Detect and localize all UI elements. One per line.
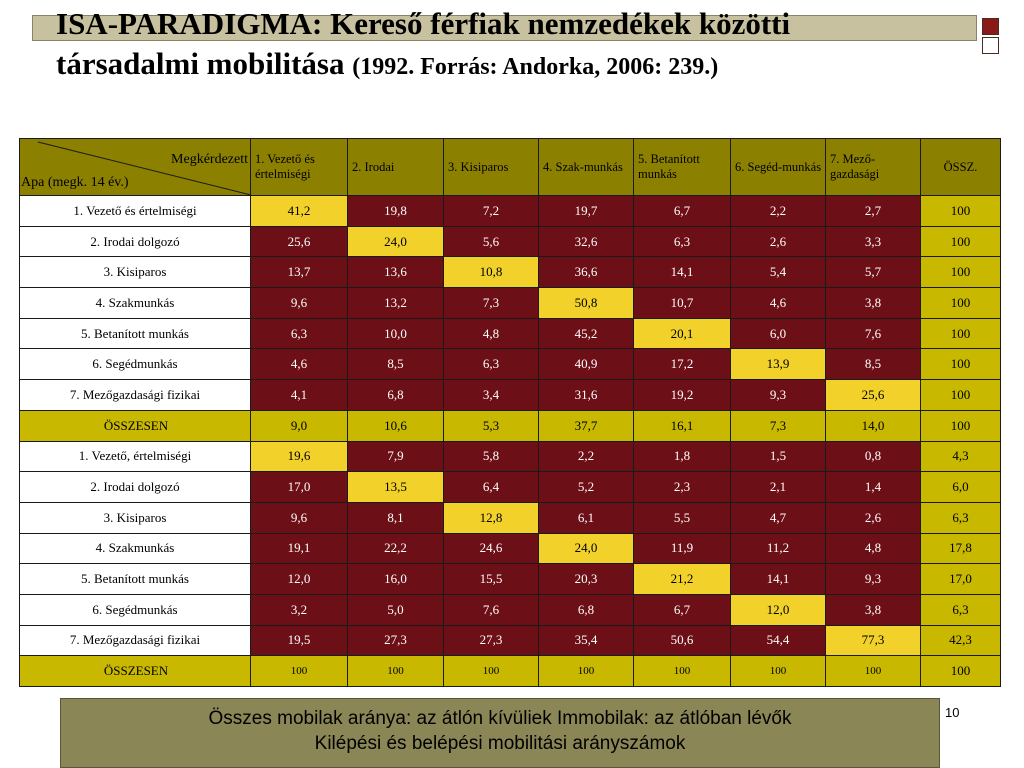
table-cell: 6,3 xyxy=(444,349,539,380)
diagonal-cell: 20,1 xyxy=(634,318,731,349)
table-cell: 2,6 xyxy=(826,502,921,533)
row-label: 4. Szakmunkás xyxy=(20,288,251,319)
table-cell: 7,3 xyxy=(444,288,539,319)
table-cell: 100 xyxy=(251,656,348,687)
table-cell: 7,3 xyxy=(731,410,826,441)
table-cell: 27,3 xyxy=(348,625,444,656)
row-label: ÖSSZESEN xyxy=(20,410,251,441)
row-label: 1. Vezető és értelmiségi xyxy=(20,196,251,227)
table-cell: 9,3 xyxy=(731,380,826,411)
total-cell: 17,8 xyxy=(921,533,1001,564)
table-cell: 13,2 xyxy=(348,288,444,319)
table-cell: 36,6 xyxy=(539,257,634,288)
table-cell: 19,2 xyxy=(634,380,731,411)
table-cell: 5,0 xyxy=(348,594,444,625)
table-cell: 100 xyxy=(731,656,826,687)
diagonal-cell: 41,2 xyxy=(251,196,348,227)
total-cell: 100 xyxy=(921,196,1001,227)
table-row xyxy=(20,502,1001,533)
diagonal-cell: 24,0 xyxy=(539,533,634,564)
row-label: 7. Mezőgazdasági fizikai xyxy=(20,625,251,656)
table-cell: 4,8 xyxy=(444,318,539,349)
table-cell: 19,1 xyxy=(251,533,348,564)
table-row xyxy=(20,257,1001,288)
caption xyxy=(61,706,939,756)
table-cell: 3,3 xyxy=(826,226,921,257)
table-cell: 5,4 xyxy=(731,257,826,288)
table-row xyxy=(20,472,1001,503)
table-cell: 27,3 xyxy=(444,625,539,656)
table-cell: 4,6 xyxy=(251,349,348,380)
table-cell: 9,0 xyxy=(251,410,348,441)
column-header: 5. Betanított munkás xyxy=(634,139,731,196)
total-cell: 100 xyxy=(921,318,1001,349)
table-cell: 6,7 xyxy=(634,594,731,625)
summary-row xyxy=(20,410,1001,441)
table-cell: 6,8 xyxy=(348,380,444,411)
table-cell: 7,6 xyxy=(826,318,921,349)
table-cell: 9,3 xyxy=(826,564,921,595)
total-cell: 100 xyxy=(921,349,1001,380)
table-cell: 37,7 xyxy=(539,410,634,441)
table-cell: 35,4 xyxy=(539,625,634,656)
row-label: 2. Irodai dolgozó xyxy=(20,472,251,503)
table-cell: 13,6 xyxy=(348,257,444,288)
decorative-square-white xyxy=(982,37,999,54)
table-cell: 10,0 xyxy=(348,318,444,349)
diagonal-cell: 50,8 xyxy=(539,288,634,319)
corner-label-respondent: Megkérdezett xyxy=(171,152,248,167)
diagonal-cell: 25,6 xyxy=(826,380,921,411)
table-cell: 4,6 xyxy=(731,288,826,319)
table-row xyxy=(20,226,1001,257)
total-cell: 100 xyxy=(921,410,1001,441)
decorative-square-red xyxy=(982,18,999,35)
title-line-2 xyxy=(56,44,966,87)
row-label: 3. Kisiparos xyxy=(20,502,251,533)
table-cell: 100 xyxy=(634,656,731,687)
row-label: 1. Vezető, értelmiségi xyxy=(20,441,251,472)
table-cell: 3,8 xyxy=(826,594,921,625)
table-cell: 15,5 xyxy=(444,564,539,595)
table-cell: 7,2 xyxy=(444,196,539,227)
table-cell: 7,6 xyxy=(444,594,539,625)
table-cell: 25,6 xyxy=(251,226,348,257)
caption-line-2: Kilépési és belépési mobilitási arányszámok xyxy=(314,733,686,754)
column-header: 7. Mező-gazdasági xyxy=(826,139,921,196)
table-cell: 8,5 xyxy=(826,349,921,380)
title-line-1: ISA-PARADIGMA: Kereső férfiak nemzedékek közötti xyxy=(56,6,791,41)
table-row xyxy=(20,196,1001,227)
diagonal-cell: 12,0 xyxy=(731,594,826,625)
row-label: 2. Irodai dolgozó xyxy=(20,226,251,257)
total-cell: 17,0 xyxy=(921,564,1001,595)
table-cell: 2,2 xyxy=(731,196,826,227)
column-header: 1. Vezető és értelmiségi xyxy=(251,139,348,196)
table-row xyxy=(20,380,1001,411)
table-cell: 4,1 xyxy=(251,380,348,411)
table-cell: 32,6 xyxy=(539,226,634,257)
table-cell: 5,7 xyxy=(826,257,921,288)
column-header-total: ÖSSZ. xyxy=(921,139,1001,196)
table-cell: 19,5 xyxy=(251,625,348,656)
total-cell: 6,0 xyxy=(921,472,1001,503)
total-cell: 6,3 xyxy=(921,594,1001,625)
column-header: 6. Segéd-munkás xyxy=(731,139,826,196)
table-cell: 8,5 xyxy=(348,349,444,380)
row-label: 5. Betanított munkás xyxy=(20,564,251,595)
caption-line-1: Összes mobilak aránya: az átlón kívüliek Immobilak: az átlóban lévők xyxy=(208,708,792,729)
diagonal-cell: 10,8 xyxy=(444,257,539,288)
table-cell: 17,0 xyxy=(251,472,348,503)
table-body xyxy=(20,196,1001,687)
diagonal-cell: 13,9 xyxy=(731,349,826,380)
table-row xyxy=(20,625,1001,656)
row-label: 6. Segédmunkás xyxy=(20,349,251,380)
row-label: 6. Segédmunkás xyxy=(20,594,251,625)
diagonal-cell: 13,5 xyxy=(348,472,444,503)
total-cell: 4,3 xyxy=(921,441,1001,472)
table-cell: 10,6 xyxy=(348,410,444,441)
table-cell: 8,1 xyxy=(348,502,444,533)
page-number: 10 xyxy=(945,705,960,720)
table-cell: 3,8 xyxy=(826,288,921,319)
table-cell: 1,5 xyxy=(731,441,826,472)
table-row xyxy=(20,594,1001,625)
mobility-table xyxy=(19,138,1001,687)
slide-title xyxy=(56,4,966,87)
table-cell: 31,6 xyxy=(539,380,634,411)
table-cell: 14,1 xyxy=(731,564,826,595)
table-cell: 3,2 xyxy=(251,594,348,625)
table-cell: 5,5 xyxy=(634,502,731,533)
table-cell: 6,3 xyxy=(634,226,731,257)
table-cell: 2,2 xyxy=(539,441,634,472)
row-label: 4. Szakmunkás xyxy=(20,533,251,564)
column-header: 4. Szak-munkás xyxy=(539,139,634,196)
table-cell: 5,6 xyxy=(444,226,539,257)
table-cell: 40,9 xyxy=(539,349,634,380)
table-cell: 2,3 xyxy=(634,472,731,503)
table-cell: 6,3 xyxy=(251,318,348,349)
diagonal-cell: 77,3 xyxy=(826,625,921,656)
row-label: 3. Kisiparos xyxy=(20,257,251,288)
diagonal-cell: 12,8 xyxy=(444,502,539,533)
row-label: 7. Mezőgazdasági fizikai xyxy=(20,380,251,411)
total-cell: 6,3 xyxy=(921,502,1001,533)
summary-row xyxy=(20,656,1001,687)
table-cell: 17,2 xyxy=(634,349,731,380)
table-cell: 6,7 xyxy=(634,196,731,227)
table-cell: 16,0 xyxy=(348,564,444,595)
table-cell: 6,4 xyxy=(444,472,539,503)
total-cell: 100 xyxy=(921,257,1001,288)
table-cell: 100 xyxy=(826,656,921,687)
table-cell: 24,6 xyxy=(444,533,539,564)
table-cell: 2,1 xyxy=(731,472,826,503)
table-cell: 2,6 xyxy=(731,226,826,257)
total-cell: 100 xyxy=(921,380,1001,411)
table-row xyxy=(20,441,1001,472)
table-cell: 7,9 xyxy=(348,441,444,472)
table-cell: 14,1 xyxy=(634,257,731,288)
table-cell: 20,3 xyxy=(539,564,634,595)
title-main: társadalmi mobilitása xyxy=(56,46,345,81)
table-cell: 50,6 xyxy=(634,625,731,656)
table-cell: 11,2 xyxy=(731,533,826,564)
column-header: 2. Irodai xyxy=(348,139,444,196)
caption-box xyxy=(60,698,940,768)
table-cell: 3,4 xyxy=(444,380,539,411)
table-cell: 11,9 xyxy=(634,533,731,564)
table-cell: 22,2 xyxy=(348,533,444,564)
corner-header xyxy=(20,139,251,196)
corner-label-father: Apa (megk. 14 év.) xyxy=(21,175,129,190)
diagonal-cell: 19,6 xyxy=(251,441,348,472)
diagonal-cell: 24,0 xyxy=(348,226,444,257)
table-row xyxy=(20,564,1001,595)
title-source: (1992. Forrás: Andorka, 2006: 239.) xyxy=(352,54,719,80)
table-cell: 19,7 xyxy=(539,196,634,227)
table-cell: 5,2 xyxy=(539,472,634,503)
table-cell: 16,1 xyxy=(634,410,731,441)
table-cell: 4,8 xyxy=(826,533,921,564)
total-cell: 42,3 xyxy=(921,625,1001,656)
table-row xyxy=(20,318,1001,349)
table-cell: 6,8 xyxy=(539,594,634,625)
row-label: ÖSSZESEN xyxy=(20,656,251,687)
column-header: 3. Kisiparos xyxy=(444,139,539,196)
table-cell: 1,4 xyxy=(826,472,921,503)
diagonal-cell: 21,2 xyxy=(634,564,731,595)
table-cell: 1,8 xyxy=(634,441,731,472)
table-header-row xyxy=(20,139,1001,196)
table-cell: 10,7 xyxy=(634,288,731,319)
table-row xyxy=(20,288,1001,319)
total-cell: 100 xyxy=(921,226,1001,257)
total-cell: 100 xyxy=(921,288,1001,319)
table-cell: 19,8 xyxy=(348,196,444,227)
table-cell: 4,7 xyxy=(731,502,826,533)
table-cell: 54,4 xyxy=(731,625,826,656)
table-cell: 13,7 xyxy=(251,257,348,288)
row-label: 5. Betanított munkás xyxy=(20,318,251,349)
table-cell: 100 xyxy=(539,656,634,687)
table-cell: 2,7 xyxy=(826,196,921,227)
table-cell: 12,0 xyxy=(251,564,348,595)
table-cell: 14,0 xyxy=(826,410,921,441)
table-cell: 9,6 xyxy=(251,288,348,319)
table-row xyxy=(20,533,1001,564)
table-cell: 100 xyxy=(444,656,539,687)
table-cell: 5,3 xyxy=(444,410,539,441)
table-row xyxy=(20,349,1001,380)
table-cell: 6,1 xyxy=(539,502,634,533)
table-cell: 100 xyxy=(348,656,444,687)
table-cell: 45,2 xyxy=(539,318,634,349)
total-cell: 100 xyxy=(921,656,1001,687)
table-cell: 6,0 xyxy=(731,318,826,349)
table-cell: 9,6 xyxy=(251,502,348,533)
table-cell: 0,8 xyxy=(826,441,921,472)
table-cell: 5,8 xyxy=(444,441,539,472)
